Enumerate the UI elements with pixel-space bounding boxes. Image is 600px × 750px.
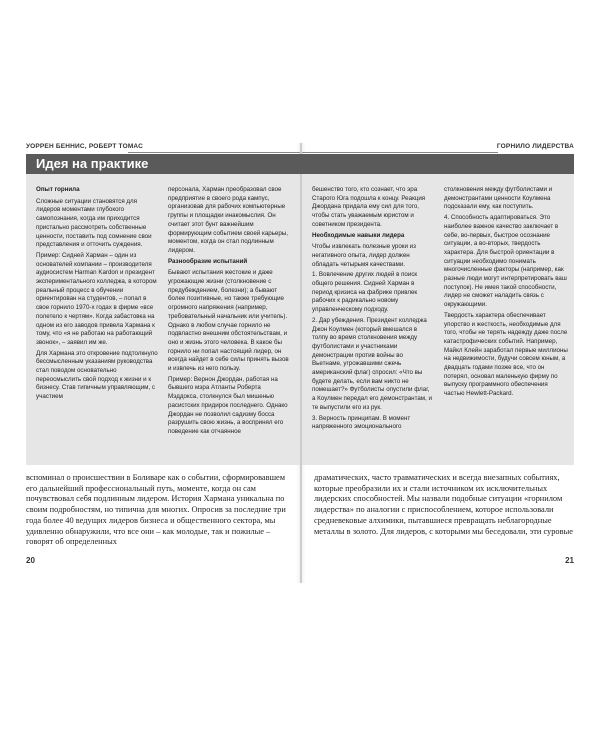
- idea-banner: [26, 154, 574, 174]
- header-rule-left: [128, 152, 300, 153]
- box-paragraph: 3. Верность принципам. В момент напряженного эмоционального: [312, 414, 411, 431]
- box-paragraph: 2. Дар убеждения. Президент колледжа Джон Коулмен (который вмешался в толпу во время столкновения между футболистами и участниками демонстрации против войны во Вьетнаме, угрожавшими сжечь американский флаг) спросил: «Что вы будете делать, если вам никто не помешает?» Футболисты опустили флаг, а Коулмен передал его демонстрантам, и те выпустили его из рук.: [312, 316, 432, 411]
- box-right-col2: [444, 186, 568, 401]
- box-paragraph: персонала, Харман преобразовал свое предприятие в своего рода кампус, организовав для рабочих компьютерные группы и площадки инакомыслия. Он считает этот бунт важнейшим формирующим событием своей карьеры, моментом, когда он стал подлинным лидером.: [168, 186, 288, 254]
- banner-title: Идея на практике: [36, 156, 149, 171]
- box-paragraph: Чтобы извлекать полезные уроки из негативного опыта, лидер должен обладать четырьмя качествами.: [312, 243, 416, 268]
- running-head-left: УОРРЕН БЕННИС, РОБЕРТ ТОМАС: [26, 143, 144, 150]
- body-paragraph-right: драматических, часто травматических и всегда внезапных событиях, которые преобразили их и стали источником их исключительных лидерских способностей. Мы назвали подобные ситуации «горнилом лидерства» по аналогии с приспособлением, которое использовали средневековые алхимики, пытавшиеся превращать неблагородные металлы в золото. Для лидеров, с которыми мы беседовали, эти суровые: [314, 473, 573, 536]
- box-left-col1: [36, 186, 158, 404]
- page-number-right: 21: [565, 556, 574, 565]
- box-heading: Разнообразие испытаний: [168, 257, 248, 265]
- box-paragraph: 4. Способность адаптироваться. Это наиболее важное качество заключает в себе, во-первых, быстрое осознание ситуации, а во-вторых, твердость характера. Для быстрой ориентации в ситуации необходимо понимать многочисленные факторы (например, как разные люди могут интерпретировать ваш поступок). Не имея такой способности, лидер не сможет наладить связь с окружающими.: [444, 214, 567, 309]
- box-paragraph: Сложные ситуации становятся для лидеров моментами глубокого самопознания, когда им приходится пристально рассмотреть собственные ценности, поставить под сомнение свои представления и отточить суждения.: [36, 197, 152, 249]
- box-paragraph: столкновения между футболистами и демонстрантами ценности Коулмена подсказали ему, как поступить.: [444, 186, 553, 211]
- page-number-left: 20: [26, 556, 35, 565]
- box-paragraph: Пример: Сидней Харман – один из основателей компании – производителя аудиосистем Harman Kardon и президент экспериментального колледжа, в котором реальный процесс в обучении ориентирован на студентов, – попал в свое горнило 1970-х годах в фирме «все полетело к чертям». Когда забастовка на одном из его заводов привела Хармана к тому, что «я не работаю на работающий звонок», – заявил им же.: [36, 251, 157, 346]
- box-right-col1: [312, 186, 434, 434]
- box-heading: Опыт горнила: [36, 186, 80, 193]
- box-left-col2: [168, 186, 292, 439]
- box-paragraph: Для Хармана это откровение подтолкнуло бессмысленным указаниям руководства стал поводом основательно переосмыслить свой подход к жизни и к бизнесу. Став типичным управляющим, с участием: [36, 349, 158, 401]
- body-text-right: [314, 473, 574, 537]
- box-paragraph: Пример: Вернон Джордан, работая на бывшего мэра Атланты Роберта Мэддокса, столкнулся был мишенью расистских придирок последнего. Однако Джордан не позволил садизму босса разрушить свою жизнь, а воспринял его поведение как отчаянное: [168, 375, 288, 435]
- running-head-right: ГОРНИЛО ЛИДЕРСТВА: [496, 143, 574, 150]
- header-rule-right: [302, 152, 498, 153]
- sidebar-box-right: [302, 174, 574, 465]
- box-paragraph: Бывают испытания жестокие и даже угрожающие жизни (столкновение с предубеждением, болезни); а бывают более позитивные, но также требующие огромного напряжения (например, требовательный начальник или учитель). Однако в любом случае горнило не подвластно внешним обстоятельствам, и оно и жизнь этого человека. В какое бы горнило ни попал настоящий лидер, он всегда найдет в себе силы принять вызов и извлечь из него пользу.: [168, 269, 289, 373]
- box-paragraph: 1. Вовлечение других людей в поиск общего решения. Сидней Харман в период кризиса на фабрике привлек рабочих к радикально новому управленческому подходу.: [312, 271, 418, 314]
- body-paragraph-left: вспоминал о происшествии в Боливаре как о событии, сформировавшем его дальнейший профессиональный путь, моменте, когда он сам почувствовал себя подлинным лидером. История Хармана уникальна по своим подробностям, но типична для многих. Опросив за последние три года более 40 ведущих лидеров бизнеса и общественного сектора, мы удивленно обнаружили, что все они – как молодые, так и пожилые – говорят об определенных: [26, 473, 286, 547]
- book-spread: [26, 143, 574, 583]
- box-paragraph: Твердость характера обеспечивает упорство и жесткость, необходимые для того, чтобы не терять надежду даже после катастрофических событий. Например, Майкл Клейн заработал первые миллионы на недвижимости, будучи совсем юным, а двадцать годами позже все, что он потерял, основал маленькую фирму по выпуску программного обеспечения частью Hewlett-Packard.: [444, 311, 568, 398]
- body-text-left: [26, 473, 288, 548]
- sidebar-box-left: [26, 174, 300, 465]
- box-heading: Необходимые навыки лидера: [312, 231, 405, 239]
- box-paragraph: бешенство того, кто сознает, что эра Старого Юга подошла к концу. Реакция Джордана придала ему сил для того, чтобы стать уважаемым юристом и советником президента.: [312, 186, 426, 228]
